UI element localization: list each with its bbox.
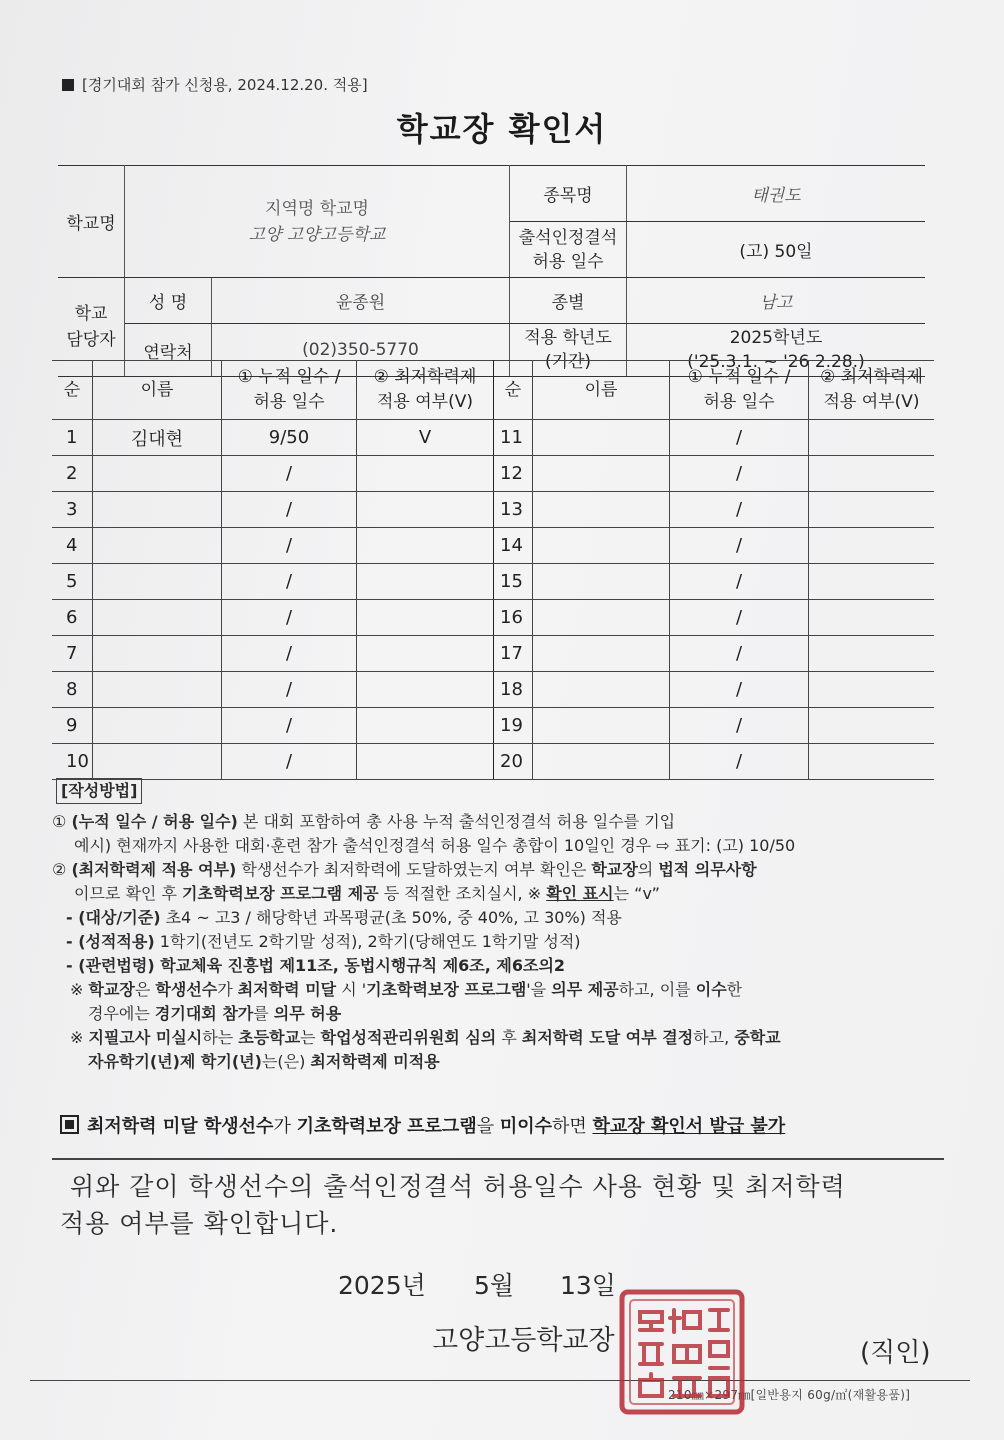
event-label: 종목명: [510, 166, 627, 222]
table-row: [52, 708, 934, 744]
days-used: /: [670, 420, 809, 456]
min-academic-check: [357, 456, 494, 492]
student-name: [93, 492, 222, 528]
guide-item-2: ② (최저학력제 적용 여부) 학생선수가 최저학력에 도달하였는지 여부 확인은 학교장의 법적 의무사항: [52, 860, 757, 879]
year-value: 2025학년도 ('25.3.1. ~ '26 2.28.): [627, 324, 926, 377]
row-number: 9: [52, 708, 93, 744]
year-label: 적용 학년도 (기간): [510, 324, 627, 377]
date-year: 2025년: [338, 1271, 426, 1300]
days-used: 9/50: [222, 420, 357, 456]
absence-label: 출석인정결석 허용 일수: [510, 222, 627, 278]
signer-name: 고양고등학교장: [432, 1325, 615, 1356]
student-name: [93, 744, 222, 780]
student-name: [533, 708, 670, 744]
min-academic-check: [809, 564, 935, 600]
days-used: /: [222, 528, 357, 564]
guide-item-1-example: 예시) 현재까지 사용한 대회·훈련 참가 출석인정결석 허용 일수 총합이 10일인 경우 ⇨ 표기: (고) 10/50: [74, 836, 796, 855]
guide-note-1: ※ 학교장은 학생선수가 최저학력 미달 시 '기초학력보장 프로그램'을 의무 제공하고, 이를 이수한: [70, 980, 743, 999]
header-note: [경기대회 참가 신청용, 2024.12.20. 적용]: [62, 74, 368, 95]
min-academic-check: [357, 708, 494, 744]
days-used: /: [670, 492, 809, 528]
min-academic-check: [809, 672, 935, 708]
days-used: /: [670, 528, 809, 564]
table-row: [52, 456, 934, 492]
min-academic-check: [357, 744, 494, 780]
student-name: [533, 456, 670, 492]
min-academic-check: [809, 528, 935, 564]
min-academic-check: [809, 456, 935, 492]
row-number: 4: [52, 528, 93, 564]
table-row: [52, 420, 934, 456]
min-academic-check: [809, 492, 935, 528]
min-academic-check: [809, 708, 935, 744]
days-used: /: [670, 708, 809, 744]
min-academic-check: [357, 672, 494, 708]
row-number: 5: [52, 564, 93, 600]
row-number: 13: [494, 492, 533, 528]
name-label: 성 명: [125, 278, 212, 324]
min-academic-check: [357, 564, 494, 600]
min-academic-check: [809, 636, 935, 672]
guide-heading: [작성방법]: [56, 778, 142, 804]
event-value: 태권도: [627, 166, 926, 222]
col-name-right: 이름: [533, 361, 670, 420]
table-row: [52, 564, 934, 600]
row-number: 3: [52, 492, 93, 528]
days-used: /: [670, 564, 809, 600]
guide-note-2: ※ 지필고사 미실시하는 초등학교는 학업성적관리위원회 심의 후 최저학력 도달 여부 결정하고, 중학교: [70, 1028, 781, 1047]
student-name: [93, 672, 222, 708]
days-used: /: [222, 708, 357, 744]
roster-table: [52, 360, 934, 780]
guide-note-1-line2: 경우에는 경기대회 참가를 의무 허용: [88, 1004, 342, 1023]
row-number: 8: [52, 672, 93, 708]
info-table: [58, 165, 925, 377]
col-min-right: ② 최저학력제 적용 여부(V): [809, 361, 935, 420]
bottom-rule: [30, 1380, 970, 1381]
row-number: 15: [494, 564, 533, 600]
student-name: [533, 600, 670, 636]
official-seal-stamp: [614, 1284, 750, 1420]
school-placeholder: 지역명 학교명: [265, 198, 369, 219]
min-academic-check: [809, 744, 935, 780]
days-used: /: [222, 636, 357, 672]
col-name: 이름: [93, 361, 222, 420]
col-days: ① 누적 일수 / 허용 일수: [222, 361, 357, 420]
page-title: 학교장 확인서: [396, 110, 608, 148]
table-row: [52, 672, 934, 708]
row-number: 16: [494, 600, 533, 636]
student-name: [93, 564, 222, 600]
days-used: /: [670, 672, 809, 708]
phone-label: 연락처: [125, 324, 212, 377]
school-cell: [125, 166, 510, 278]
name-value: 윤종원: [212, 278, 510, 324]
writing-guide: [52, 778, 942, 1074]
divider: [52, 1158, 944, 1160]
notice-line: 최저학력 미달 학생선수가 기초학력보장 프로그램을 미이수하면 학교장 확인서 발급 불가: [60, 1112, 785, 1138]
min-academic-check: V: [357, 420, 494, 456]
contact-label: 학교 담당자: [58, 278, 125, 377]
seal-label: (직인): [860, 1338, 931, 1368]
guide-item-2-line2: 이므로 확인 후 기초학력보장 프로그램 제공 등 적절한 조치실시, ※ 확인 표시는 “v”: [74, 884, 660, 903]
student-name: [533, 636, 670, 672]
category-value: 남고: [627, 278, 926, 324]
row-number: 10: [52, 744, 93, 780]
school-label: 학교명: [58, 166, 125, 278]
row-number: 12: [494, 456, 533, 492]
row-number: 2: [52, 456, 93, 492]
student-name: [533, 672, 670, 708]
table-row: [52, 636, 934, 672]
category-label: 종별: [510, 278, 627, 324]
col-days-right: ① 누적 일수 / 허용 일수: [670, 361, 809, 420]
table-row: [52, 492, 934, 528]
row-number: 6: [52, 600, 93, 636]
min-academic-check: [357, 636, 494, 672]
min-academic-check: [357, 528, 494, 564]
guide-sub-2: - (성적적용) 1학기(전년도 2학기말 성적), 2학기(당해연도 1학기말 성적): [66, 932, 581, 951]
student-name: [93, 600, 222, 636]
student-name: [533, 492, 670, 528]
student-name: [93, 456, 222, 492]
days-used: /: [222, 672, 357, 708]
checkbox-square-icon: [60, 1115, 79, 1134]
student-name: [533, 564, 670, 600]
col-no-right: 순: [494, 361, 533, 420]
table-row: [52, 528, 934, 564]
row-number: 19: [494, 708, 533, 744]
student-name: [93, 528, 222, 564]
min-academic-check: [357, 492, 494, 528]
row-number: 20: [494, 744, 533, 780]
table-row: [52, 600, 934, 636]
col-min: ② 최저학력제 적용 여부(V): [357, 361, 494, 420]
row-number: 1: [52, 420, 93, 456]
days-used: /: [670, 456, 809, 492]
min-academic-check: [809, 600, 935, 636]
square-bullet-icon: [62, 79, 74, 91]
col-no: 순: [52, 361, 93, 420]
row-number: 7: [52, 636, 93, 672]
row-number: 17: [494, 636, 533, 672]
student-name: [533, 744, 670, 780]
min-academic-check: [809, 420, 935, 456]
paper-spec: 210㎜×297㎜[일반용지 60g/㎡(재활용품)]: [668, 1388, 911, 1402]
days-used: /: [670, 744, 809, 780]
student-name: [93, 708, 222, 744]
table-row: [52, 744, 934, 780]
date-day: 13일: [560, 1271, 616, 1300]
guide-item-1: ① (누적 일수 / 허용 일수) 본 대회 포함하여 총 사용 누적 출석인정결석 허용 일수를 기입: [52, 812, 676, 831]
confirm-text: 위와 같이 학생선수의 출석인정결석 허용일수 사용 현황 및 최저학력 적용 여부를 확인합니다.: [60, 1172, 846, 1238]
days-used: /: [222, 564, 357, 600]
row-number: 18: [494, 672, 533, 708]
phone-value: (02)350-5770: [212, 324, 510, 377]
guide-sub-1: - (대상/기준) 초4 ~ 고3 / 해당학년 과목평균(초 50%, 중 40%, 고 30%) 적용: [66, 908, 622, 927]
student-name: [93, 636, 222, 672]
absence-value: (고) 50일: [627, 222, 926, 278]
guide-sub-3: - (관련법령) 학교체육 진흥법 제11조, 동법시행규칙 제6조, 제6조의2: [66, 956, 566, 975]
date-month: 5월: [474, 1271, 515, 1300]
days-used: /: [222, 492, 357, 528]
student-name: 김대현: [93, 420, 222, 456]
student-name: [533, 528, 670, 564]
min-academic-check: [357, 600, 494, 636]
days-used: /: [670, 636, 809, 672]
days-used: /: [222, 600, 357, 636]
student-name: [533, 420, 670, 456]
guide-note-2-line2: 자유학기(년)제 학기(년)는(은) 최저학력제 미적용: [88, 1052, 440, 1071]
days-used: /: [222, 744, 357, 780]
row-number: 14: [494, 528, 533, 564]
days-used: /: [222, 456, 357, 492]
row-number: 11: [494, 420, 533, 456]
days-used: /: [670, 600, 809, 636]
school-value: 고양 고양고등학교: [248, 224, 386, 245]
